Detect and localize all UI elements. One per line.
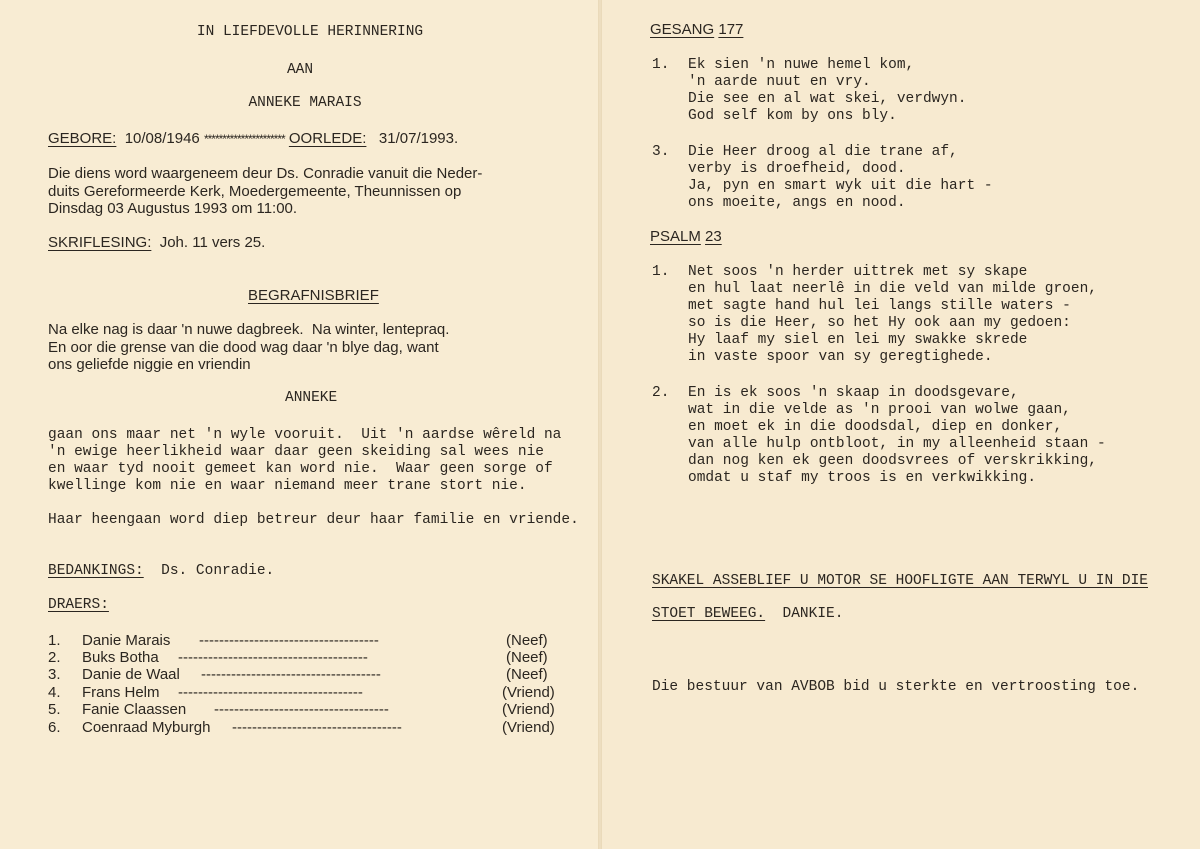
dankie: DANKIE. [782, 606, 844, 622]
bedankings-value: Ds. Conradie. [161, 563, 275, 579]
draer-name: Coenraad Myburgh [82, 719, 211, 736]
draer-dashes: -------------------------------------- [178, 649, 368, 666]
brief-line: ons geliefde niggie en vriendin [48, 356, 251, 373]
draers-label: DRAERS: [48, 597, 109, 613]
service-line: Die diens word waargeneem deur Ds. Conradie vanuit die Neder- [48, 165, 483, 182]
verse-line: Net soos 'n herder uittrek met sy skape [688, 264, 1028, 280]
aan-label: AAN [286, 62, 314, 78]
bedankings-line [48, 563, 274, 580]
oorlede-label: OORLEDE: [288, 130, 367, 147]
service-line: Dinsdag 03 Augustus 1993 om 11:00. [48, 200, 298, 217]
verse-line: 'n aarde nuut en vry. [688, 74, 871, 90]
verse-line: in vaste spoor van sy geregtighede. [688, 349, 993, 365]
verse-line: ons moeite, angs en nood. [688, 195, 906, 211]
draer-dashes: ------------------------------------- [178, 684, 363, 701]
verse-line: Die see en al wat skei, verdwyn. [688, 91, 967, 107]
brief-line: Na elke nag is daar 'n nuwe dagbreek. Na winter, lentepraq. [48, 321, 450, 338]
dates-line [48, 130, 458, 148]
anneke-line: gaan ons maar net 'n wyle vooruit. Uit 'n aardse wêreld na [48, 427, 562, 443]
draer-name: Danie de Waal [82, 666, 180, 683]
gesang-number: 177 [718, 21, 744, 38]
draer-num: 5. [48, 701, 61, 718]
psalm-label: PSALM [650, 228, 701, 245]
draer-relation: (Neef) [506, 649, 548, 666]
verse-line: En is ek soos 'n skaap in doodsgevare, [688, 385, 1019, 401]
verse-line: Ek sien 'n nuwe hemel kom, [688, 57, 915, 73]
verse-line: wat in die velde as 'n prooi van wolwe gaan, [688, 402, 1071, 418]
gesang-heading [650, 21, 743, 38]
page-fold [598, 0, 602, 849]
verse-line: Ja, pyn en smart wyk uit die hart - [688, 178, 993, 194]
draer-relation: (Vriend) [502, 684, 555, 701]
draer-dashes: ---------------------------------- [232, 719, 402, 736]
anneke-heading: ANNEKE [285, 390, 338, 406]
draer-dashes: ----------------------------------- [214, 701, 389, 718]
heengaan-line: Haar heengaan word diep betreur deur haar familie en vriende. [48, 512, 579, 528]
oorlede-value: 31/07/1993. [378, 130, 459, 147]
right-page [600, 0, 1200, 849]
draer-name: Buks Botha [82, 649, 159, 666]
verse-number: 2. [652, 385, 670, 401]
verse-number: 1. [652, 57, 670, 73]
draer-relation: (Neef) [506, 632, 548, 649]
verse-line: omdat u staf my troos is en verkwikking. [688, 470, 1037, 486]
deceased-name: ANNEKE MARAIS [248, 95, 362, 111]
verse-line: en hul laat neerlê in die veld van milde groen, [688, 281, 1097, 297]
verse-line: met sagte hand hul lei langs stille waters - [688, 298, 1071, 314]
draer-relation: (Vriend) [502, 719, 555, 736]
draer-relation: (Vriend) [502, 701, 555, 718]
draer-num: 2. [48, 649, 61, 666]
brief-heading: BEGRAFNISBRIEF [248, 287, 379, 304]
verse-line: God self kom by ons bly. [688, 108, 897, 124]
anneke-line: en waar tyd nooit gemeet kan word nie. Waar geen sorge of [48, 461, 553, 477]
verse-line: verby is droefheid, dood. [688, 161, 906, 177]
draer-name: Danie Marais [82, 632, 171, 649]
draer-name: Fanie Claassen [82, 701, 187, 718]
anneke-line: 'n ewige heerlikheid waar daar geen skeiding sal wees nie [48, 444, 544, 460]
headlights-notice: SKAKEL ASSEBLIEF U MOTOR SE HOOFLIGTE AAN TERWYL U IN DIE [652, 573, 1148, 589]
draer-dashes: ------------------------------------ [199, 632, 379, 649]
verse-number: 3. [652, 144, 670, 160]
psalm-heading [650, 228, 722, 245]
skriflesing-label: SKRIFLESING: [48, 234, 152, 251]
verse-line: so is die Heer, so het Hy ook aan my gedoen: [688, 315, 1071, 331]
service-line: duits Gereformeerde Kerk, Moedergemeente, Theunnissen op [48, 183, 462, 200]
gebore-label: GEBORE: [48, 130, 117, 147]
avbob-message: Die bestuur van AVBOB bid u sterkte en vertroosting toe. [652, 679, 1140, 695]
stars-separator: ********************** [203, 132, 285, 146]
draer-name: Frans Helm [82, 684, 160, 701]
verse-line: en moet ek in die doodsdal, diep en donker, [688, 419, 1063, 435]
gebore-value: 10/08/1946 [124, 130, 200, 147]
verse-line: Die Heer droog al die trane af, [688, 144, 958, 160]
draer-relation: (Neef) [506, 666, 548, 683]
bedankings-label: BEDANKINGS: [48, 563, 144, 579]
gesang-label: GESANG [650, 21, 715, 38]
psalm-number: 23 [705, 228, 722, 245]
draer-num: 6. [48, 719, 61, 736]
verse-line: dan nog ken ek geen doodsvrees of verskrikking, [688, 453, 1097, 469]
stoet-beweeg: STOET BEWEEG. [652, 606, 766, 622]
verse-line: Hy laaf my siel en lei my swakke skrede [688, 332, 1028, 348]
draer-num: 3. [48, 666, 61, 683]
draer-dashes: ------------------------------------ [201, 666, 381, 683]
brief-line: En oor die grense van die dood wag daar 'n blye dag, want [48, 339, 439, 356]
notice-line-2 [652, 606, 843, 623]
verse-line: van alle hulp ontbloot, in my alleenheid staan - [688, 436, 1106, 452]
memorial-title: IN LIEFDEVOLLE HERINNERING [196, 24, 424, 40]
anneke-line: kwellinge kom nie en waar niemand meer trane stort nie. [48, 478, 527, 494]
skriflesing-value: Joh. 11 vers 25. [159, 234, 266, 251]
skriflesing-line [48, 234, 265, 251]
verse-number: 1. [652, 264, 670, 280]
draer-num: 4. [48, 684, 61, 701]
draer-num: 1. [48, 632, 61, 649]
